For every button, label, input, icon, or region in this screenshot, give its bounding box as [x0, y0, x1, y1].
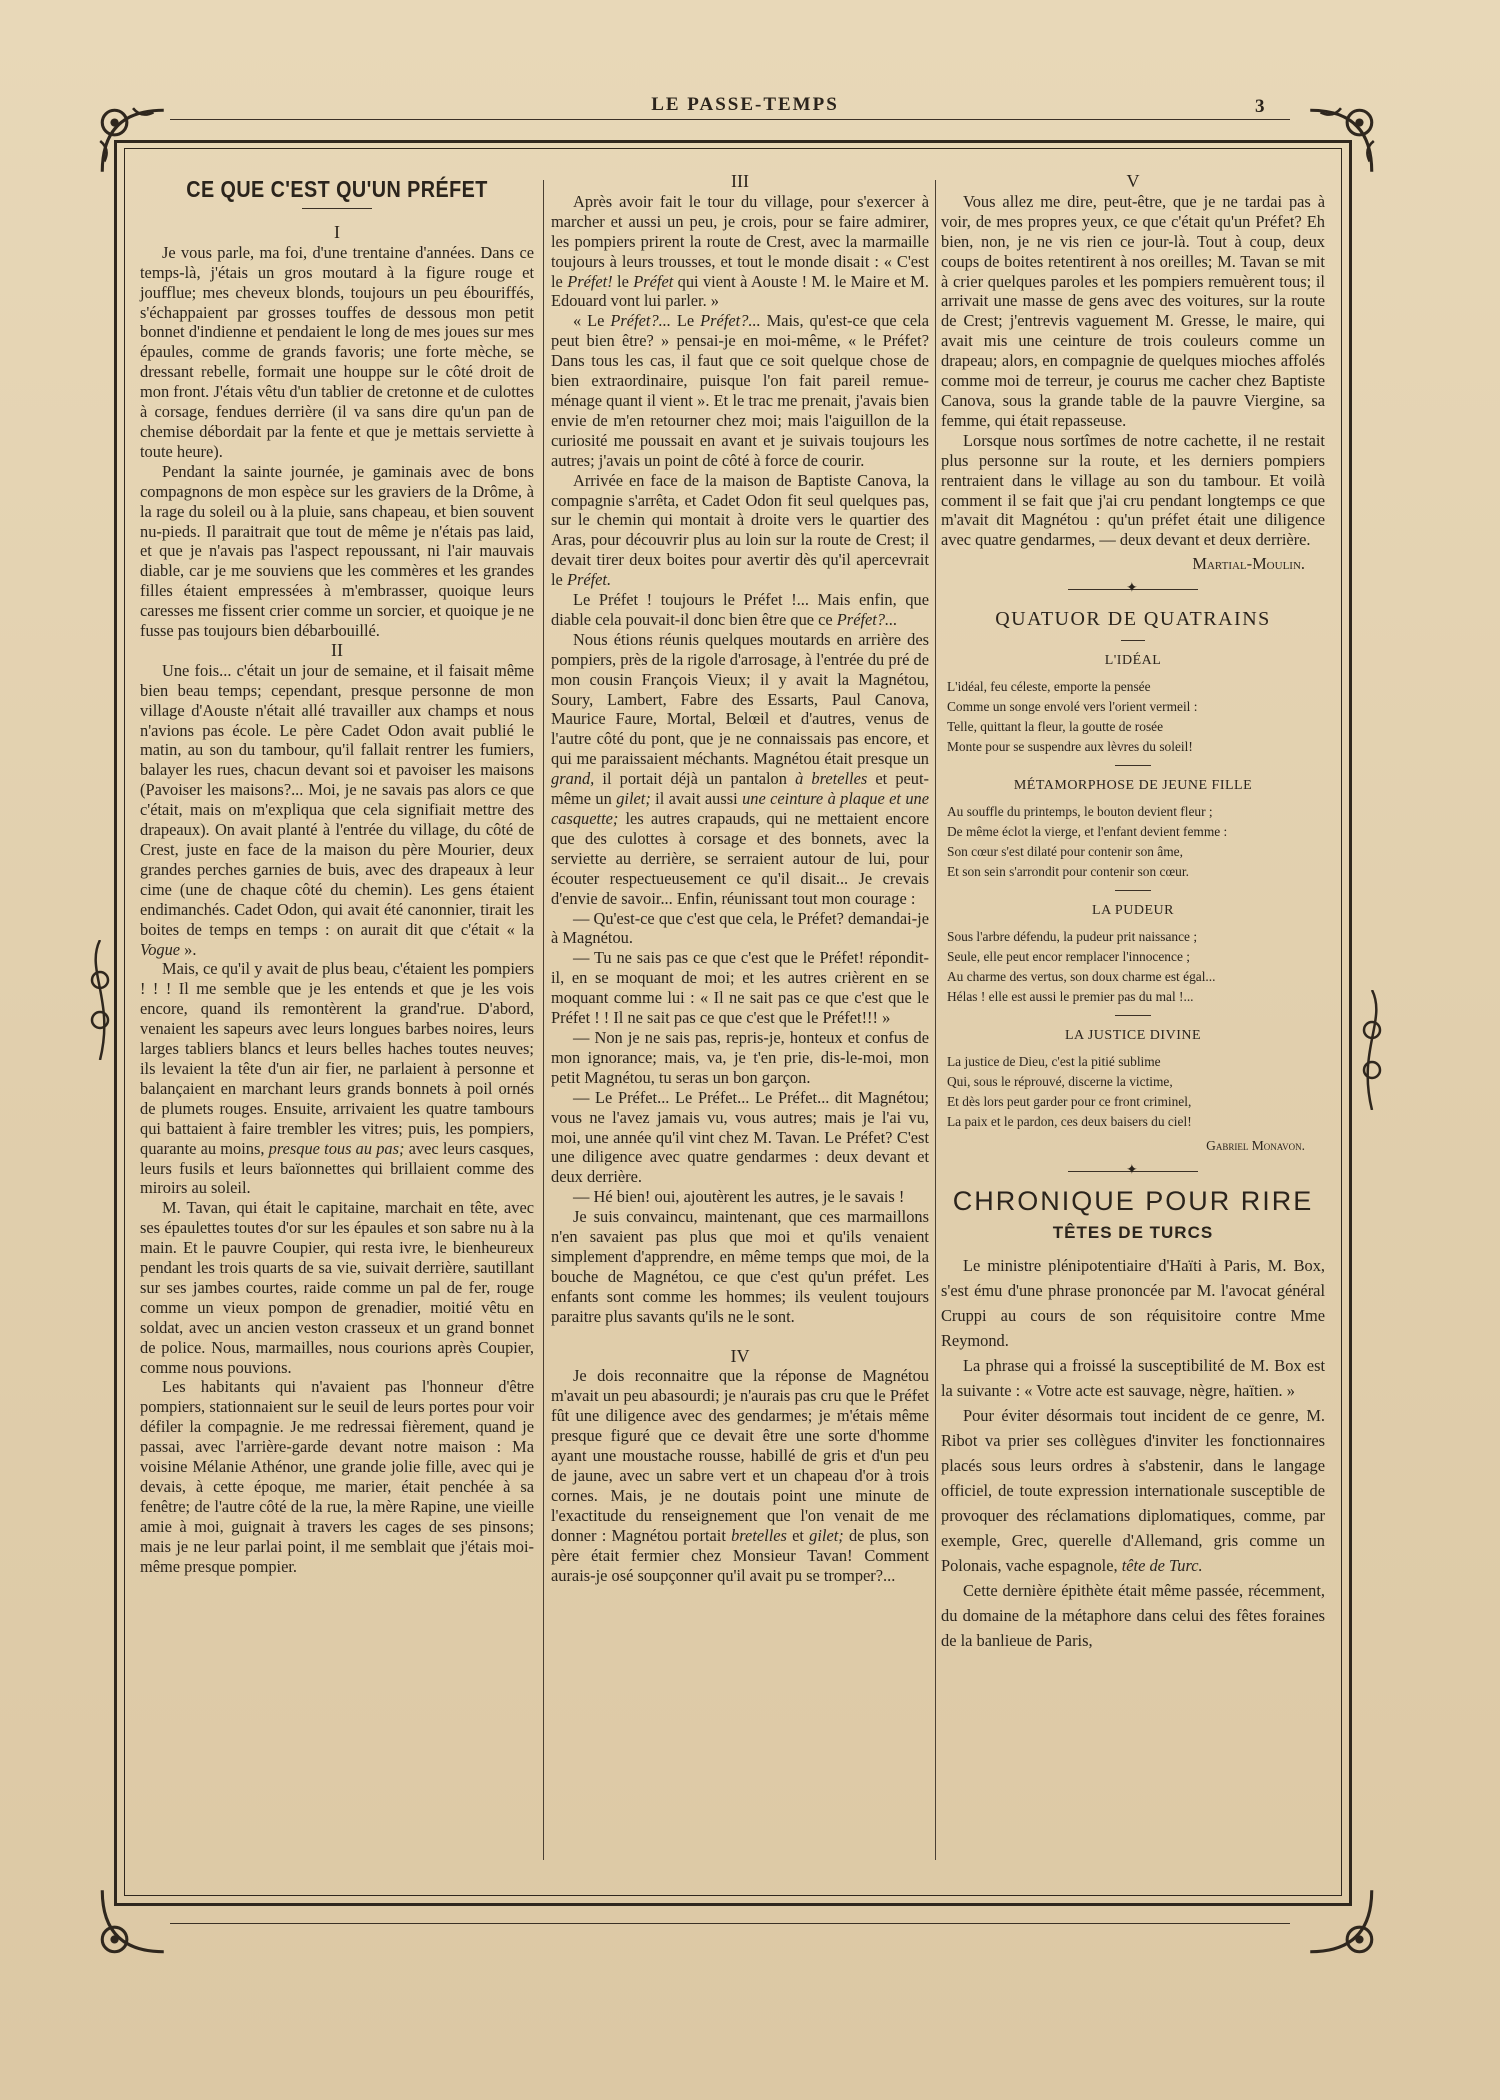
poem-line: Seule, elle peut encor remplacer l'innocence ;	[947, 948, 1190, 964]
paragraph: Je dois reconnaitre que la réponse de Magnétou m'avait un peu abasourdi; je n'aurais pas cru que le Préfet fût une diligence avec des gendarmes; je m'étais même presque figuré que ce devait être une sorte d'homme ayant une moustache rousse, habillé de gris et d'un peu de jaune, avec un sabre vert et un chapeau d'or à trois cornes. Mais, je ne doutais point une minute de l'exactitude du renseignement que l'on venait de me donner : Magnétou portait bretelles et gilet; de plus, son père était fermier chez Monsieur Tavan! Comment aurais-je osé soupçonner qu'il avait pu se tromper?...	[551, 1366, 929, 1585]
author-signature: Martial-Moulin.	[1192, 554, 1305, 574]
paragraph: — Hé bien! oui, ajoutèrent les autres, je le savais !	[573, 1187, 905, 1207]
poem-line: Hélas ! elle est aussi le premier pas du mal !...	[947, 988, 1194, 1004]
paragraph: Après avoir fait le tour du village, pour s'exercer à marcher et aussi un peu, je crois, pour se faire admirer, les pompiers prirent la route de Crest, avec la marmaille toujours à leurs trousses, et tout le monde disait : « C'est le Préfet! le Préfet qui vient à Aouste ! M. le Maire et M. Edouard vont lui parler. »	[551, 191, 929, 311]
paragraph: Lorsque nous sortîmes de notre cachette, il ne restait plus personne sur la route, et les derniers pompiers rentraient dans le village au son du tambour. Et voilà comment il se fait que j'ai cru pendant longtemps ce que m'avait dit Magnétou : qu'un préfet était une diligence avec quatre gendarmes, — deux devant et deux derrière.	[941, 430, 1325, 550]
poem-title: MÉTAMORPHOSE DE JEUNE FILLE	[1013, 777, 1253, 793]
paragraph: M. Tavan, qui était le capitaine, marchait en tête, avec ses épaulettes toutes d'or sur les épaules et son sabre nu à la main. Et le pauvre Coupier, qui resta ivre, le bienheureux pendant les trois quarts de sa vie, suivait derrière, sautillant sur ses jambes courtes, raide comme un pal de fer, rouge comme un vieux pompon de grenadier, moitié vêtu en soldat, avec un ancien veston crasseux et un grand bonnet de police. Nous, marmailles, nous courions après Coupier, comme nous pouvions.	[140, 1198, 534, 1377]
paragraph: Je suis convaincu, maintenant, que ces marmaillons n'en savaient pas plus que moi et qu'ils venaient simplement d'apprendre, en même temps que moi, de la bouche de Magnétou, ce que c'est qu'un préfet. Les enfants sont comme les hommes; ils veulent toujours paraitre plus savants qu'ils ne le sont.	[551, 1207, 929, 1326]
paragraph: — Qu'est-ce que c'est que cela, le Préfet? demandai-je à Magnétou.	[551, 908, 929, 948]
poem-line: Comme un songe envolé vers l'orient vermeil :	[947, 698, 1198, 714]
poems	[941, 651, 1325, 1132]
footer-rule	[170, 1923, 1290, 1924]
quatuor-title: QUATUOR DE QUATRAINS	[995, 608, 1271, 631]
header-rule	[170, 119, 1290, 120]
poem-line: De même éclot la vierge, et l'enfant devient femme :	[947, 823, 1228, 839]
paragraph: Vous allez me dire, peut-être, que je ne tardai pas à voir, de mes propres yeux, ce que c'était qu'un Préfet? Eh bien, non, je ne vis rien ce jour-là. Tout à coup, deux coups de boites retentirent à nos oreilles; M. Tavan se mit à crier quelques paroles et les pompiers remuèrent tous; il arrivait une masse de gens avec des voitures, sur la route de Crest; j'entrevis vaguement M. Gresse, le maire, qui avait mis une ceinture de trois couleurs comme un drapeau; alors, en compagnie de quelques mioches affolés comme moi de terreur, je courus me cacher chez Baptiste Canova, sous la grande table de la pauvre Viergine, sa femme, qui était repasseuse.	[941, 191, 1325, 430]
poem-title: L'IDÉAL	[1104, 653, 1162, 669]
paragraph: — Non je ne sais pas, repris-je, honteux et confus de mon ignorance; mais, va, je t'en prie, dis-le-moi, mon petit Magnétou, tu seras un bon garçon.	[551, 1027, 929, 1087]
poem-line: Et son sein s'arrondit pour contenir son cœur.	[947, 863, 1189, 879]
tetes-de-turcs-title: TÊTES DE TURCS	[1052, 1223, 1214, 1243]
paragraph: La phrase qui a froissé la susceptibilité de M. Box est la suivante : « Votre acte est sauvage, nègre, haïtien. »	[941, 1356, 1325, 1401]
paragraph: — Le Préfet... Le Préfet... Le Préfet... dit Magnétou; vous ne l'avez jamais vu, vous autres; mais je l'ai vu, moi, une année qu'il vint chez M. Tavan. Le Préfet? C'est une diligence avec quatre gendarmes : deux devant et deux derrière.	[551, 1087, 929, 1187]
poem-line: Au charme des vertus, son doux charme est égal...	[947, 968, 1216, 984]
poem-line: Qui, sous le réprouvé, discerne la victime,	[947, 1073, 1173, 1089]
paragraph: « Le Préfet?... Le Préfet?... Mais, qu'est-ce que cela peut bien être? » pensai-je en moi-même, « le Préfet? Dans tous les cas, il faut que ce soit quelque chose de bien extraordinaire, puisque l'on fait pareil remue-ménage quant il vient ». Et le trac me prenait, j'avais bien envie de m'en retourner chez moi; mais l'aiguillon de la curiosité me poussait en avant et je suivais toujours les autres; j'avais un point de côté à force de courir.	[551, 311, 930, 470]
poem-stanza	[947, 677, 1325, 757]
poem-line: La justice de Dieu, c'est la pitié sublime	[947, 1053, 1161, 1069]
paragraph: Cette dernière épithète était même passée, récemment, du domaine de la métaphore dans celui des fêtes foraines de la banlieue de Paris,	[941, 1581, 1325, 1651]
paragraph: Nous étions réunis quelques moutards en arrière des pompiers, près de la rigole d'arrosage, à l'entrée du pré de mon cousin François Vieux; il y avait la Magnétou, Soury, Lambert, Fabre des Essarts, Paul Canova, Maurice Faure, Mortal, Belœil et d'autres, venus de l'autre côté du pont, que je ne connaissais pas encore, et qui me paraissaient méchants. Magnétou était presque un grand, il portait déjà un pantalon à bretelles et peut-même un gilet; il avait aussi une ceinture à plaque et une casquette; les autres crapauds, qui ne mettaient encore que des culottes à corsage et des bonnets, avec la serviette au derrière, se serraient autour de lui, pour écouter respectueusement ce qu'il disait... Je crevais d'envie de savoir... Enfin, réunissant tout mon courage :	[551, 629, 930, 908]
section-heading-i: I	[334, 221, 340, 242]
title-rule	[302, 208, 372, 209]
paragraph: Le ministre plénipotentiaire d'Haïti à Paris, M. Box, s'est ému d'une phrase prononcée par M. l'avocat général Cruppi au cours de son réquisitoire contre Mme Reymond.	[941, 1256, 1325, 1351]
poem-line: Sous l'arbre défendu, la pudeur prit naissance ;	[947, 928, 1198, 944]
poem-stanza	[947, 1052, 1325, 1132]
chronique-body	[941, 1253, 1325, 1653]
column-divider-1	[543, 180, 544, 1860]
section-heading-iv: IV	[730, 1345, 750, 1366]
column-3	[941, 172, 1325, 1882]
column-1	[140, 172, 534, 1882]
star-divider	[1068, 1164, 1198, 1178]
poem-stanza	[947, 927, 1325, 1007]
poem-separator	[1115, 765, 1151, 766]
star-divider-icon: ✦	[1126, 1162, 1138, 1178]
article-title: CE QUE C'EST QU'UN PRÉFET	[186, 176, 488, 202]
section-heading-ii: II	[331, 639, 343, 660]
poem-line: Et dès lors peut garder pour ce front criminel,	[947, 1093, 1192, 1109]
paragraph: Une fois... c'était un jour de semaine, et il faisait même bien beau temps; cependant, presque personne de mon village d'Aouste n'était allé travailler aux champs et nous n'avions pas école. Le père Cadet Odon avait publié le matin, au son du tambour, qu'il fallait rentrer les fumiers, balayer les rues, chacun devant soi et pavoiser les maisons (Pavoiser les maisons?... Moi, je ne savais pas alors ce que c'était, mais on m'expliqua que cela signifiait mettre des drapeaux). On avait planté à l'entrée du village, du côté de Crest, juste en face de la maison du père Mourier, deux grandes perches garnies de buis, avec des drapeaux à leur cime (une de chaque côté du chemin). Les gens étaient endimanchés. Cadet Odon, qui avait été canonnier, tirait les boites de temps en temps : on aurait dit que c'était « la Vogue ».	[140, 660, 534, 959]
poem-separator	[1115, 1015, 1151, 1016]
paragraph: Arrivée en face de la maison de Baptiste Canova, la compagnie s'arrêta, et Cadet Odon fit seul quelques pas, sur le chemin qui montait à droite vers le quartier des Aras, pour découvrir plus au loin sur la route de Crest; il devait tirer deux boites pour avertir dès qu'il apercevrait le Préfet.	[551, 470, 929, 590]
poem-stanza	[947, 802, 1325, 882]
quatuor-rule	[1121, 640, 1145, 641]
masthead-title: LE PASSE-TEMPS	[651, 94, 839, 115]
paragraph: Le Préfet ! toujours le Préfet !... Mais enfin, que diable cela pouvait-il donc bien être que ce Préfet?...	[551, 590, 929, 629]
paragraph: — Tu ne sais pas ce que c'est que le Préfet! répondit-il, en se moquant de moi; et les autres crièrent en se moquant comme lui : « Il ne sait pas ce que c'est que le Préfet ! ! Il ne sait pas ce que c'est que le Préfet!!! »	[551, 948, 929, 1028]
column-2	[551, 172, 929, 1882]
paragraph: Pour éviter désormais tout incident de ce genre, M. Ribot va prier ses collègues d'inviter les fonctionnaires placés sous leurs ordres à s'abstenir, dans le langage officiel, de toute expression internationale susceptible de provoquer des réclamations diplomatiques, comme, par exemple, Grec, querelle d'Allemand, gris comme un Polonais, vache espagnole, tête de Turc.	[941, 1406, 1325, 1576]
section-heading-iii: III	[731, 171, 749, 191]
side-ornament-right-icon	[1350, 990, 1394, 1110]
poem-line: La paix et le pardon, ces deux baisers du ciel!	[947, 1113, 1192, 1129]
poem-line: Telle, quittant la fleur, la goutte de rosée	[947, 718, 1164, 734]
chronique-title: CHRONIQUE POUR RIRE	[952, 1185, 1314, 1216]
paragraph: Pendant la sainte journée, je gaminais avec de bons compagnons de mon espèce sur les graviers de la Drôme, à la rage du soleil ou à la pluie, sans chapeau, et bien souvent nu-pieds. Il paraitrait que tout de même je n'étais pas laid, et que je n'avais pas l'aspect repoussant, ni l'air mauvais diable, car je me souviens que les commères et les grandes filles étaient empressées à m'embrasser, quoique leurs caresses me fissent crier comme un sorcier, et quoique je ne fusse pas toujours bien débarbouillé.	[140, 461, 534, 641]
poem-line: Son cœur s'est dilaté pour contenir son âme,	[947, 843, 1183, 859]
paragraph: Je vous parle, ma foi, d'une trentaine d'années. Dans ce temps-là, j'étais un gros moutard à la figure rouge et joufflue; mes cheveux blonds, toujours un peu ébouriffés, s'échappaient par grosses touffes de dessous mon petit bonnet d'indienne et pendaient le long de mes joues sur mes épaules, comme de grands favoris; une forte mèche, se dressant rebelle, formait une houppe sur le côté droit de mon front. J'étais vêtu d'un tablier de cretonne et de culottes à corsage, fendues derrière (il va sans dire qu'un pan de chemise débordait par la fente et que je mettais serviette à toute heure).	[140, 242, 534, 461]
page-number: 3	[1255, 96, 1265, 117]
poem-line: L'idéal, feu céleste, emporte la pensée	[947, 678, 1151, 694]
paragraph: Les habitants qui n'avaient pas l'honneur d'être pompiers, stationnaient sur le seuil de leurs portes pour voir défiler la compagnie. Je me redressai fièrement, quand je passai, avec l'arrière-garde devant notre maison : Ma voisine Mélanie Athénor, une grande jolie fille, avec qui je devais, à cette époque, me marier, était penchée à sa fenêtre; de l'autre côté de la rue, la mère Rapine, une vieille amie à moi, guignait à travers les cages de ses pinsons; mais je ne leur parlai point, il me semblait que j'étais moi-même presque pompier.	[140, 1377, 534, 1576]
column-divider-2	[935, 180, 936, 1860]
poem-line: Au souffle du printemps, le bouton devient fleur ;	[947, 803, 1213, 819]
star-divider-icon: ✦	[1126, 581, 1138, 597]
poem-separator	[1115, 890, 1151, 891]
poem-title: LA JUSTICE DIVINE	[1064, 1027, 1202, 1043]
poem-line: Monte pour se suspendre aux lèvres du soleil!	[947, 738, 1193, 754]
paragraph: Mais, ce qu'il y avait de plus beau, c'étaient les pompiers ! ! ! Il me semble que je les entends et que je les vois encore, quand ils remontèrent la grand'rue. D'abord, venaient les sapeurs avec leurs longues barbes noires, leurs larges tabliers blancs et leurs belles haches toutes neuves; ils levaient la tête d'un air fier, ne parlaient à personne et balançaient en marchant leurs grands bonnets à poil ornés de plumets rouges. Ensuite, arrivaient les quatre tambours qui battaient à faire trembler les vitres; puis, les pompiers, quarante au moins, presque tous au pas; avec leurs casques, leurs fusils et leurs baïonnettes qui brillaient comme des miroirs au soleil.	[140, 959, 534, 1198]
poet-signature: Gabriel Monavon.	[1206, 1137, 1305, 1153]
star-divider	[1068, 582, 1198, 596]
section-heading-v: V	[1126, 171, 1140, 191]
poem-title: LA PUDEUR	[1092, 902, 1174, 918]
